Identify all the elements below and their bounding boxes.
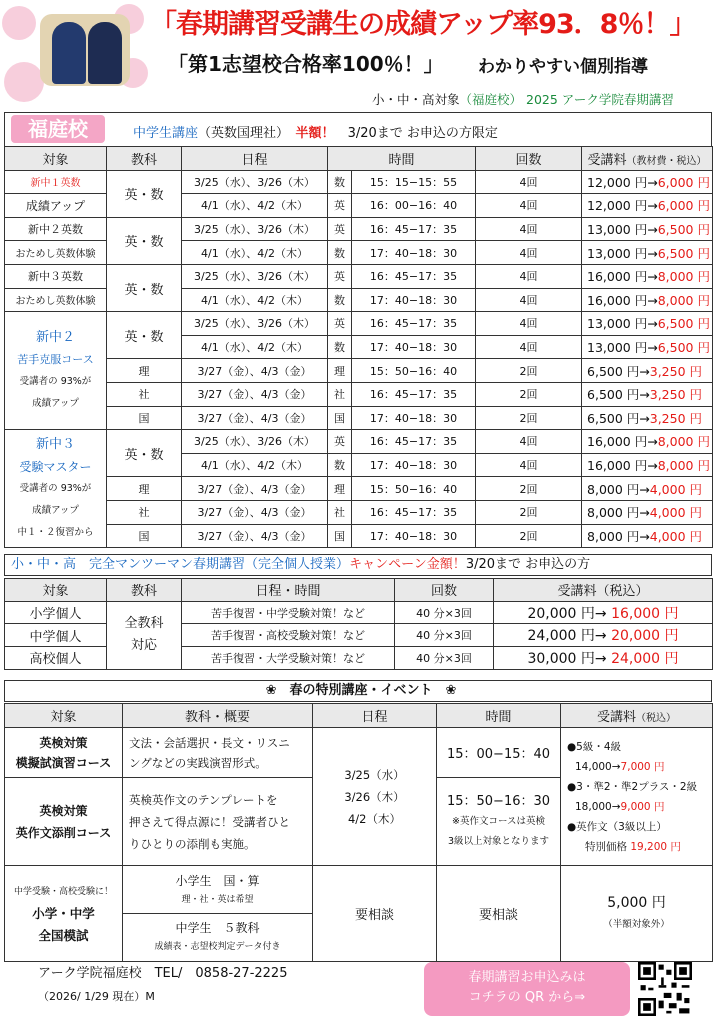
date-cell: 3/25（水）、3/26（木） bbox=[182, 170, 328, 194]
date-line: 3/25（水） bbox=[344, 767, 405, 782]
fee-original: 6,500 円→ bbox=[587, 410, 650, 426]
exam-fee: 5,000 円 bbox=[607, 894, 666, 911]
count-cell: 4回 bbox=[476, 194, 582, 218]
desc-cell: 苦手復習・中学受験対策！など bbox=[182, 601, 395, 624]
count-cell: 4回 bbox=[476, 217, 582, 241]
date-cell: 4/1（水）、4/2（木） bbox=[182, 453, 328, 477]
table-header-row bbox=[5, 704, 713, 728]
fee-original: 16,000 円→ bbox=[587, 292, 658, 308]
fee-sale: 3,250 円 bbox=[649, 363, 703, 379]
date-cell: 4/1（水）、4/2（木） bbox=[182, 335, 328, 359]
col-target: 対象 bbox=[5, 147, 107, 171]
fee-line bbox=[567, 777, 710, 797]
subject-cell: 国 bbox=[107, 406, 182, 430]
table-row bbox=[5, 524, 713, 548]
fee-cell bbox=[582, 217, 713, 241]
col-subject: 教科 bbox=[107, 579, 182, 602]
fee-line-text: ●英作文（3級以上） bbox=[567, 820, 667, 833]
target-cell bbox=[5, 430, 107, 548]
fee-line-text: ●3・準2・準2プラス・2級 bbox=[567, 780, 698, 793]
subject-cell: 英・数 bbox=[107, 217, 182, 264]
date-cell: 3/27（金）、4/3（金） bbox=[182, 382, 328, 406]
desc-line: 押さえて得点源に！受講者ひと bbox=[129, 814, 290, 829]
fee-sale: 6,000 円 bbox=[657, 198, 710, 214]
flower-icon: ❀ bbox=[265, 683, 277, 698]
fee-cell bbox=[582, 524, 713, 548]
fee-cell bbox=[582, 477, 713, 501]
events-banner bbox=[4, 680, 712, 702]
fee-sale: 4,000 円 bbox=[649, 481, 703, 497]
fee-sale: 4,000 円 bbox=[649, 505, 703, 521]
banner-deadline: 3/20まで お申込の方限定 bbox=[347, 126, 498, 141]
desc-line: 文法・会話選択・長文・リスニ bbox=[129, 735, 290, 750]
date-cell: 3/25（水）、3/26（木） bbox=[182, 430, 328, 454]
target-note: 中学受験・高校受験に！ bbox=[13, 886, 113, 897]
fee-line bbox=[567, 817, 710, 837]
fee-line bbox=[567, 797, 710, 817]
time-note: ※英作文コースは英検 bbox=[452, 815, 545, 827]
col-date: 日程 bbox=[313, 704, 437, 728]
fee-cell bbox=[494, 647, 713, 670]
time-cell bbox=[437, 778, 561, 866]
junior-course-table bbox=[4, 146, 713, 548]
count-cell: 40 分×3回 bbox=[395, 624, 494, 647]
header bbox=[0, 0, 715, 112]
col-fee: 受講料（税込） bbox=[494, 579, 713, 602]
students-illustration bbox=[40, 14, 130, 86]
col-fee-note: （教材費・税込） bbox=[626, 155, 707, 167]
target-line1: 新中３ bbox=[35, 436, 75, 452]
fee-cell bbox=[582, 288, 713, 312]
time-cell: 15：50−16：40 bbox=[352, 359, 476, 383]
subject-cell: 英・数 bbox=[107, 264, 182, 311]
target-cell bbox=[5, 866, 123, 962]
desc-cell: 苦手復習・大学受験対策！など bbox=[182, 647, 395, 670]
table-header-row bbox=[5, 147, 713, 171]
count-cell: 2回 bbox=[476, 359, 582, 383]
junior-banner bbox=[4, 112, 712, 146]
count-cell: 4回 bbox=[476, 453, 582, 477]
fee-sale: 24,000 円 bbox=[611, 650, 679, 667]
table-row bbox=[5, 170, 713, 194]
fee-cell bbox=[582, 382, 713, 406]
table-row bbox=[5, 601, 713, 624]
mantoman-banner bbox=[4, 554, 712, 576]
count-cell: 2回 bbox=[476, 500, 582, 524]
apply-line2: コチラの QR から⇒ bbox=[468, 990, 586, 1005]
fee-cell bbox=[582, 359, 713, 383]
subject-mark: 英 bbox=[328, 217, 352, 241]
count-cell: 2回 bbox=[476, 524, 582, 548]
fee-sale: 8,000 円 bbox=[657, 292, 710, 308]
target-b: （福庭校） bbox=[459, 92, 523, 107]
time-cell: 15：00−15：40 bbox=[437, 728, 561, 778]
fee-cell bbox=[582, 241, 713, 265]
col-time: 時間 bbox=[437, 704, 561, 728]
time-cell: 要相談 bbox=[437, 866, 561, 962]
target-line2: 受験マスター bbox=[19, 459, 92, 474]
bar2-b: 完全マンツーマン春期講習 bbox=[89, 557, 246, 572]
col-date: 日程 bbox=[182, 147, 328, 171]
fee-sale: 6,500 円 bbox=[657, 340, 710, 356]
fee-original: 20,000 円→ bbox=[527, 605, 607, 622]
fee-line bbox=[567, 737, 710, 757]
blossom-icon bbox=[4, 62, 44, 102]
fee-cell bbox=[494, 624, 713, 647]
fee-original: 16,000 円→ bbox=[587, 458, 658, 474]
fee-sale: 3,250 円 bbox=[649, 410, 703, 426]
fee-line-sale: 19,200 円 bbox=[630, 840, 681, 853]
time-cell: 16：00−16：40 bbox=[352, 194, 476, 218]
subject-cell: 社 bbox=[107, 382, 182, 406]
target-cell: 高校個人 bbox=[5, 647, 107, 670]
fee-sale: 8,000 円 bbox=[657, 458, 710, 474]
fee-original: 8,000 円→ bbox=[587, 528, 650, 544]
bar2-d: キャンペーン金額！ bbox=[349, 557, 466, 572]
subject-mark: 社 bbox=[328, 382, 352, 406]
col-fee bbox=[582, 147, 713, 171]
student-boy-icon bbox=[88, 22, 122, 84]
fee-sale: 6,500 円 bbox=[657, 222, 710, 238]
target-line2: 模擬試演習コース bbox=[15, 755, 112, 770]
banner-half: 半額！ bbox=[295, 126, 335, 141]
subheadline: 「第1志望校合格率100％！」 bbox=[168, 52, 444, 76]
target-line4: 成績アップ bbox=[32, 397, 79, 409]
date-cell: 3/27（金）、4/3（金） bbox=[182, 359, 328, 383]
count-cell: 4回 bbox=[476, 170, 582, 194]
subject-mark: 数 bbox=[328, 288, 352, 312]
subject-cell: 国 bbox=[107, 524, 182, 548]
apply-qr-button[interactable] bbox=[424, 962, 630, 1016]
table-row bbox=[5, 728, 713, 778]
target-line3: 受講者の 93%が bbox=[19, 375, 92, 387]
target-line1: 英検対策 bbox=[39, 735, 88, 750]
table-row bbox=[5, 866, 713, 962]
subject-mark: 理 bbox=[328, 477, 352, 501]
elementary-exam bbox=[123, 867, 312, 914]
fee-cell bbox=[582, 500, 713, 524]
exam-junior-note: 成績表・志望校判定データ付き bbox=[154, 941, 281, 952]
col-desc: 教科・概要 bbox=[123, 704, 313, 728]
date-cell: 3/27（金）、4/3（金） bbox=[182, 500, 328, 524]
col-fee bbox=[561, 704, 713, 728]
target-cell: 新中１英数 bbox=[5, 170, 107, 194]
subject-mark: 数 bbox=[328, 241, 352, 265]
table-row bbox=[5, 477, 713, 501]
subject-mark: 社 bbox=[328, 500, 352, 524]
subject-mark: 国 bbox=[328, 406, 352, 430]
fee-original: 13,000 円→ bbox=[587, 245, 658, 261]
fee-line bbox=[567, 757, 710, 777]
col-fee-label: 受講料 bbox=[587, 152, 627, 168]
subject-cell: 英・数 bbox=[107, 312, 182, 359]
fee-original: 24,000 円→ bbox=[527, 628, 607, 645]
fee-sale: 8,000 円 bbox=[657, 434, 710, 450]
target-line1: 小学・中学 bbox=[32, 905, 95, 921]
fee-line-text: 14,000→ bbox=[575, 760, 621, 773]
target-line5: 中１・２復習から bbox=[17, 526, 94, 538]
count-cell: 2回 bbox=[476, 382, 582, 406]
date-line: 4/2（木） bbox=[347, 811, 401, 826]
time-cell: 17：40−18：30 bbox=[352, 524, 476, 548]
fee-sale: 4,000 円 bbox=[649, 528, 703, 544]
fee-sale: 6,500 円 bbox=[657, 316, 710, 332]
table-header-row bbox=[5, 579, 713, 602]
fee-sale: 20,000 円 bbox=[611, 628, 679, 645]
fee-line-text: ●5級・4級 bbox=[567, 740, 622, 753]
fee-cell bbox=[582, 194, 713, 218]
date-cell bbox=[313, 728, 437, 866]
target-line1: 新中２ bbox=[35, 329, 75, 345]
fee-original: 13,000 円→ bbox=[587, 316, 658, 332]
target-cell: 小学個人 bbox=[5, 601, 107, 624]
school-contact: アーク学院福庭校 TEL/ 0858-27-2225 bbox=[38, 966, 288, 981]
fee-original: 8,000 円→ bbox=[587, 505, 650, 521]
col-count: 回数 bbox=[395, 579, 494, 602]
fee-line-sale: 9,000 円 bbox=[620, 800, 665, 813]
mantoman-table bbox=[4, 578, 713, 670]
col-count: 回数 bbox=[476, 147, 582, 171]
fee-sale: 16,000 円 bbox=[611, 605, 679, 622]
fee-cell bbox=[582, 453, 713, 477]
subject-cell: 理 bbox=[107, 359, 182, 383]
subject-mark: 英 bbox=[328, 264, 352, 288]
fee-line-text: 特別価格 bbox=[585, 840, 627, 853]
col-fee-label: 受講料 bbox=[596, 710, 636, 725]
time-cell: 16：45−17：35 bbox=[352, 312, 476, 336]
school-tag: 福庭校 bbox=[11, 115, 105, 143]
date-cell: 3/25（水）、3/26（木） bbox=[182, 312, 328, 336]
target-line1: 英検対策 bbox=[39, 803, 88, 818]
exam-junior: 中学生 ５教科 bbox=[175, 920, 260, 935]
desc-cell bbox=[123, 866, 313, 962]
table-row bbox=[5, 264, 713, 288]
time-cell: 16：45−17：35 bbox=[352, 217, 476, 241]
fee-original: 13,000 円→ bbox=[587, 340, 658, 356]
subject-mark: 英 bbox=[328, 194, 352, 218]
date-line: 3/26（木） bbox=[344, 789, 405, 804]
date-cell: 3/27（金）、4/3（金） bbox=[182, 477, 328, 501]
col-target: 対象 bbox=[5, 579, 107, 602]
subject-mark: 理 bbox=[328, 359, 352, 383]
flower-icon: ❀ bbox=[445, 683, 457, 698]
subject-mark: 数 bbox=[328, 170, 352, 194]
fee-original: 30,000 円→ bbox=[527, 650, 607, 667]
count-cell: 40 分×3回 bbox=[395, 647, 494, 670]
count-cell: 2回 bbox=[476, 477, 582, 501]
fee-sale: 8,000 円 bbox=[657, 269, 710, 285]
as-of-date: （2026/ 1/29 現在）M bbox=[38, 990, 155, 1003]
count-cell: 4回 bbox=[476, 264, 582, 288]
fee-original: 8,000 円→ bbox=[587, 481, 650, 497]
time-cell: 15：15−15：55 bbox=[352, 170, 476, 194]
target-line bbox=[372, 90, 674, 108]
fee-sale: 6,500 円 bbox=[657, 245, 710, 261]
tagline: わかりやすい個別指導 bbox=[478, 57, 648, 77]
events-title: 春の特別講座・イベント bbox=[289, 683, 433, 698]
banner-course: 中学生講座 bbox=[133, 126, 199, 141]
fee-cell bbox=[582, 264, 713, 288]
student-girl-icon bbox=[52, 22, 86, 84]
time-cell: 16：45−17：35 bbox=[352, 500, 476, 524]
target-line2: 苦手克服コース bbox=[17, 352, 94, 366]
time-cell: 17：40−18：30 bbox=[352, 335, 476, 359]
target-cell: 新中３英数 bbox=[5, 264, 107, 288]
target-cell bbox=[5, 728, 123, 778]
qr-code-icon[interactable] bbox=[638, 962, 692, 1016]
target-cell: 中学個人 bbox=[5, 624, 107, 647]
target-line3: 受講者の 93%が bbox=[19, 482, 92, 494]
table-row bbox=[5, 312, 713, 336]
subject-mark: 数 bbox=[328, 453, 352, 477]
col-fee-note: （税込） bbox=[636, 713, 676, 724]
fee-line-text: 18,000→ bbox=[575, 800, 621, 813]
count-cell: 4回 bbox=[476, 430, 582, 454]
count-cell: 4回 bbox=[476, 312, 582, 336]
count-cell: 4回 bbox=[476, 241, 582, 265]
desc-cell: 苦手復習・高校受験対策！など bbox=[182, 624, 395, 647]
fee-cell bbox=[582, 170, 713, 194]
bar2-c: （完全個人授業） bbox=[245, 557, 350, 572]
table-row bbox=[5, 406, 713, 430]
time-note: 3級以上対象となります bbox=[447, 835, 550, 847]
fee-original: 6,500 円→ bbox=[587, 363, 650, 379]
date-cell: 3/27（金）、4/3（金） bbox=[182, 406, 328, 430]
target-cell: 新中２英数 bbox=[5, 217, 107, 241]
date-cell: 4/1（水）、4/2（木） bbox=[182, 194, 328, 218]
banner-subjects: （英数国理社） bbox=[198, 126, 283, 141]
fee-cell bbox=[582, 430, 713, 454]
fee-line-sale: 7,000 円 bbox=[620, 760, 665, 773]
target-line4: 成績アップ bbox=[32, 504, 79, 516]
events-table bbox=[4, 703, 713, 962]
fee-sale: 3,250 円 bbox=[649, 387, 703, 403]
table-row bbox=[5, 430, 713, 454]
col-time: 時間 bbox=[328, 147, 476, 171]
count-cell: 4回 bbox=[476, 288, 582, 312]
time-cell: 17：40−18：30 bbox=[352, 288, 476, 312]
bar2-e: 3/20まで お申込の方 bbox=[465, 557, 591, 572]
desc-line: ングなどの実践演習形式。 bbox=[129, 755, 267, 770]
desc-line: 英検英作文のテンプレートを bbox=[129, 792, 278, 807]
time-cell: 17：40−18：30 bbox=[352, 453, 476, 477]
desc-cell bbox=[123, 778, 313, 866]
exam-elementary: 小学生 国・算 bbox=[175, 873, 260, 888]
table-row bbox=[5, 217, 713, 241]
count-cell: 4回 bbox=[476, 335, 582, 359]
target-cell bbox=[5, 778, 123, 866]
count-cell: 40 分×3回 bbox=[395, 601, 494, 624]
time-cell: 17：40−18：30 bbox=[352, 406, 476, 430]
table-row bbox=[5, 500, 713, 524]
date-cell: 3/25（水）、3/26（木） bbox=[182, 264, 328, 288]
fee-cell bbox=[561, 728, 713, 866]
table-row bbox=[5, 359, 713, 383]
fee-original: 16,000 円→ bbox=[587, 269, 658, 285]
subject-cell: 理 bbox=[107, 477, 182, 501]
junior-exam bbox=[123, 914, 312, 961]
target-c: 2025 アーク学院春期講習 bbox=[526, 92, 674, 107]
fee-sale: 6,000 円 bbox=[657, 174, 710, 190]
subject-cell: 英・数 bbox=[107, 170, 182, 217]
target-cell: 成績アップ bbox=[5, 194, 107, 218]
bar2-a: 小・中・高 bbox=[11, 557, 77, 572]
fee-original: 6,500 円→ bbox=[587, 387, 650, 403]
date-cell: 要相談 bbox=[313, 866, 437, 962]
fee-cell bbox=[582, 335, 713, 359]
time-cell: 17：40−18：30 bbox=[352, 241, 476, 265]
desc-line: りひとりの添削も実施。 bbox=[129, 836, 256, 851]
subject-mark: 英 bbox=[328, 312, 352, 336]
time-line: 15：50−16：30 bbox=[446, 793, 551, 809]
fee-original: 12,000 円→ bbox=[587, 174, 658, 190]
table-row bbox=[5, 382, 713, 406]
fee-cell bbox=[582, 312, 713, 336]
time-cell: 16：45−17：35 bbox=[352, 264, 476, 288]
desc-cell bbox=[123, 728, 313, 778]
subject-mark: 数 bbox=[328, 335, 352, 359]
apply-line1: 春期講習お申込みは bbox=[468, 970, 586, 985]
col-schedule: 日程・時間 bbox=[182, 579, 395, 602]
subject-cell: 社 bbox=[107, 500, 182, 524]
blossom-icon bbox=[2, 6, 36, 40]
fee-cell bbox=[582, 406, 713, 430]
subject-cell: 全教科対応 bbox=[107, 601, 182, 669]
target-cell: おためし英数体験 bbox=[5, 288, 107, 312]
fee-original: 12,000 円→ bbox=[587, 198, 658, 214]
target-cell bbox=[5, 312, 107, 430]
col-subject: 教科 bbox=[107, 147, 182, 171]
date-cell: 4/1（水）、4/2（木） bbox=[182, 241, 328, 265]
fee-cell bbox=[494, 601, 713, 624]
date-cell: 3/25（水）、3/26（木） bbox=[182, 217, 328, 241]
target-line2: 英作文添削コース bbox=[15, 825, 112, 840]
subject-cell: 英・数 bbox=[107, 430, 182, 477]
fee-original: 16,000 円→ bbox=[587, 434, 658, 450]
time-cell: 16：45−17：35 bbox=[352, 430, 476, 454]
headline: 「春期講習受講生の成績アップ率93．8％！」 bbox=[150, 9, 696, 40]
target-a: 小・中・高対象 bbox=[372, 92, 460, 107]
exam-elementary-note: 理・社・英は希望 bbox=[181, 894, 254, 905]
target-line2: 全国模試 bbox=[38, 927, 89, 943]
date-cell: 3/27（金）、4/3（金） bbox=[182, 524, 328, 548]
fee-cell bbox=[561, 866, 713, 962]
fee-original: 13,000 円→ bbox=[587, 222, 658, 238]
time-cell: 15：50−16：40 bbox=[352, 477, 476, 501]
target-cell: おためし英数体験 bbox=[5, 241, 107, 265]
fee-line bbox=[567, 837, 710, 857]
subject-mark: 英 bbox=[328, 430, 352, 454]
banner-text bbox=[133, 122, 498, 141]
count-cell: 2回 bbox=[476, 406, 582, 430]
date-cell: 4/1（水）、4/2（木） bbox=[182, 288, 328, 312]
exam-fee-note: （半額対象外） bbox=[603, 918, 670, 930]
subject-mark: 国 bbox=[328, 524, 352, 548]
col-target: 対象 bbox=[5, 704, 123, 728]
time-cell: 16：45−17：35 bbox=[352, 382, 476, 406]
